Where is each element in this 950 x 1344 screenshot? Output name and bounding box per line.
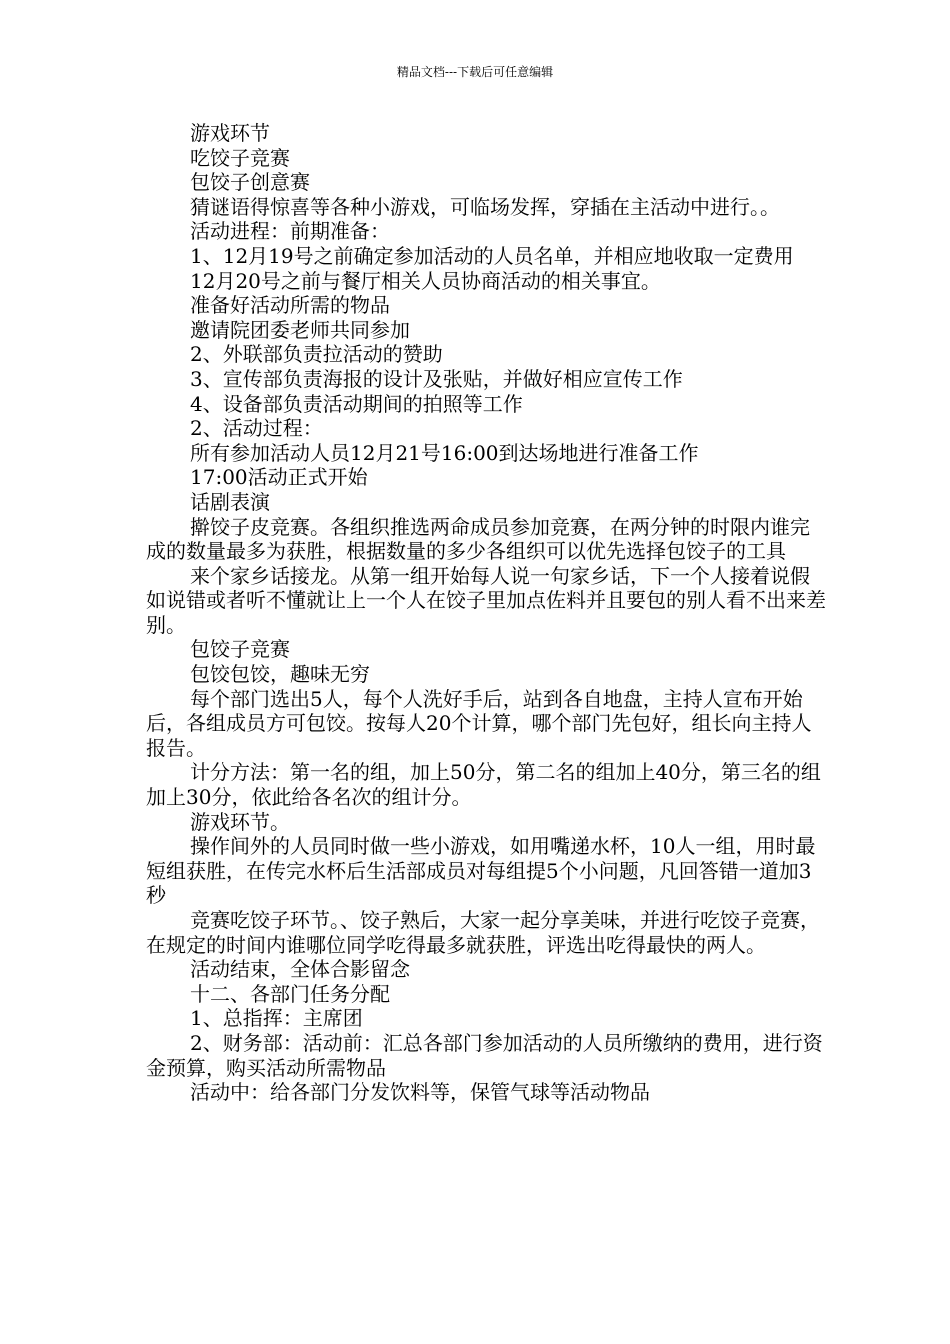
paragraph: 活动结束，全体合影留念	[190, 957, 410, 982]
paragraph: 擀饺子皮竞赛。各组织推选两命成员参加竞赛，在两分钟的时限内谁完成的数量最多为获胜，根据数量的多少各组织可以优先选择包饺子的工具	[146, 514, 810, 564]
paragraph: 话剧表演	[190, 489, 270, 514]
paragraph: 吃饺子竞赛	[190, 145, 290, 170]
paragraph: 包饺子创意赛	[190, 170, 310, 195]
paragraph: 17:00活动正式开始	[190, 465, 368, 490]
paragraph: 所有参加活动人员12月21号16:00到达场地进行准备工作	[190, 440, 699, 465]
paragraph: 包饺子竞赛	[190, 637, 290, 662]
paragraph: 竞赛吃饺子环节。、饺子熟后，大家一起分享美味，并进行吃饺子竞赛，在规定的时间内谁哪位同学吃得最多就获胜，评选出吃得最快的两人。	[146, 908, 820, 957]
paragraph: 1、总指挥：主席团	[190, 1006, 363, 1031]
paragraph: 准备好活动所需的物品	[190, 293, 390, 318]
paragraph: 1、12月19号之前确定参加活动的人员名单，并相应地收取一定费用	[190, 243, 794, 268]
document-body	[146, 121, 826, 1105]
paragraph: 来个家乡话接龙。从第一组开始每人说一句家乡话，下一个人接着说假如说错或者听不懂就让上一个人在饺子里加点佐料并且要包的别人看不出来差别。	[146, 563, 826, 637]
paragraph: 12月20号之前与餐厅相关人员协商活动的相关事宜。	[190, 268, 661, 293]
paragraph: 游戏环节	[190, 121, 270, 145]
paragraph: 4、设备部负责活动期间的拍照等工作	[190, 391, 523, 416]
paragraph: 猜谜语得惊喜等各种小游戏，可临场发挥，穿插在主活动中进行。。	[190, 194, 780, 219]
paragraph: 2、活动过程：	[190, 416, 323, 441]
paragraph: 2、外联部负责拉活动的赞助	[190, 342, 443, 367]
paragraph: 操作间外的人员同时做一些小游戏，如用嘴递水杯，10人一组，用时最短组获胜，在传完水杯后生活部成员对每组提5个小问题，凡回答错一道加3秒	[146, 834, 816, 908]
paragraph: 活动中：给各部门分发饮料等，保管气球等活动物品	[190, 1080, 650, 1105]
paragraph: 十二、各部门任务分配	[190, 981, 390, 1006]
paragraph: 2、财务部：活动前：汇总各部门参加活动的人员所缴纳的费用，进行资金预算，购买活动所需物品	[146, 1030, 823, 1080]
paragraph: 3、宣传部负责海报的设计及张贴，并做好相应宣传工作	[190, 366, 683, 391]
page-header: 精品文档---下载后可任意编辑	[396, 65, 554, 79]
paragraph: 活动进程：前期准备：	[190, 219, 390, 244]
paragraph: 每个部门选出5人，每个人洗好手后，站到各自地盘，主持人宣布开始后，各组成员方可包饺。按每人20个计算，哪个部门先包好，组长向主持人报告。	[146, 686, 812, 760]
paragraph: 计分方法：第一名的组，加上50分，第二名的组加上40分，第三名的组加上30分，依此给各名次的组计分。	[146, 760, 821, 810]
paragraph: 包饺包饺，趣味无穷	[190, 662, 370, 687]
paragraph: 游戏环节。	[190, 809, 290, 834]
paragraph: 邀请院团委老师共同参加	[190, 317, 410, 342]
